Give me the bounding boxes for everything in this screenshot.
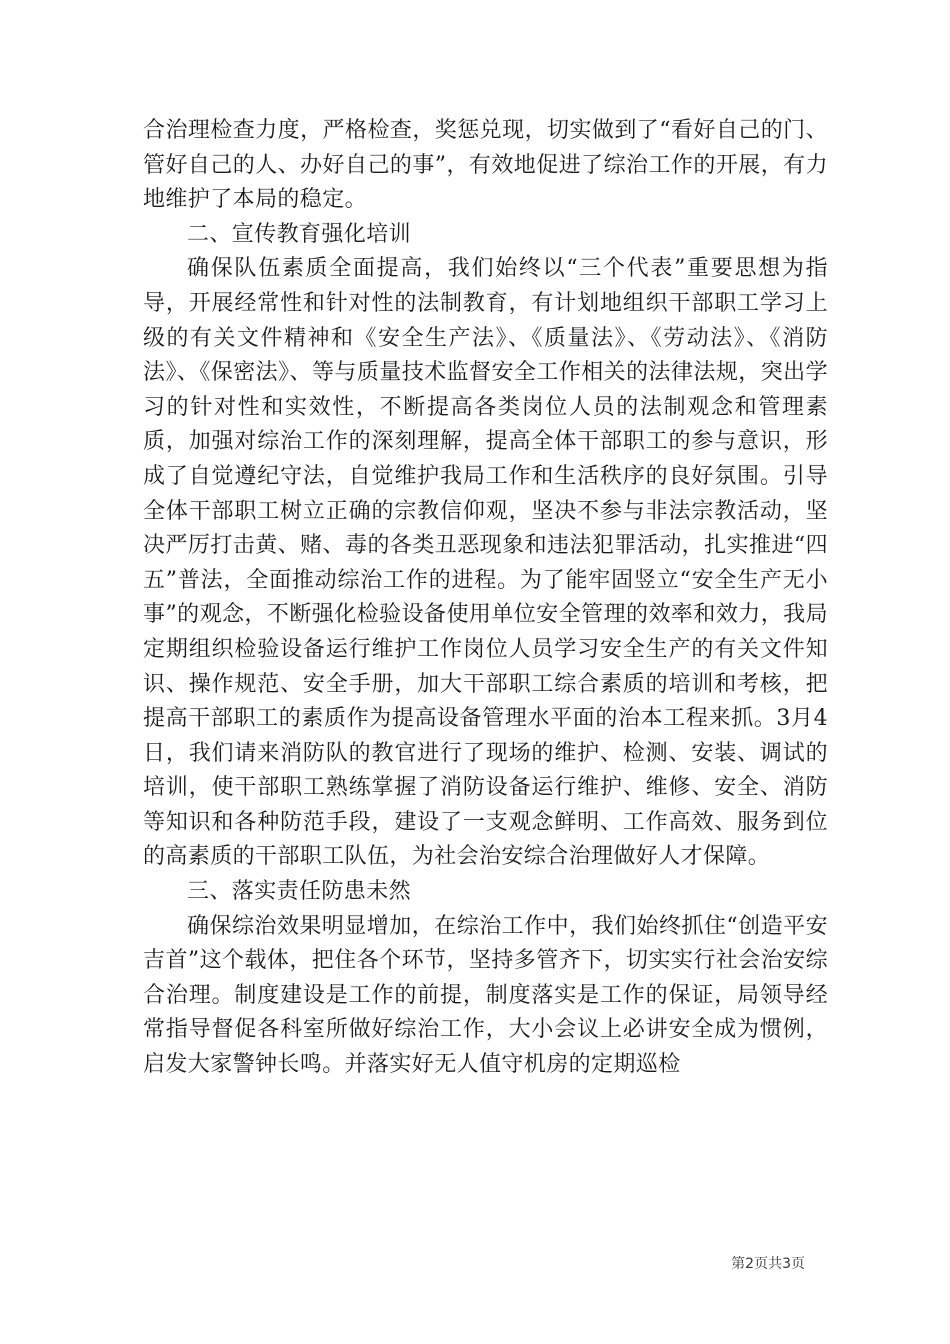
paragraph-section-3: 确保综治效果明显增加，在综治工作中，我们始终抓住“创造平安吉首”这个载体，把住各个环节，坚持多管齐下，切实实行社会治安综合治理。制度建设是工作的前提，制度落实是工作的保证，局领导经常指导督促各科室所做好综治工作，大小会议上必讲安全成为惯例，启发大家警钟长鸣。并落实好无人值守机房的定期巡检	[143, 913, 828, 1078]
paragraph-continuation: 合治理检查力度，严格检查，奖惩兑现，切实做到了“看好自己的门、管好自己的人、办好自己的事”，有效地促进了综治工作的开展，有力地维护了本局的稳定。	[143, 118, 828, 213]
paragraph-section-2: 确保队伍素质全面提高，我们始终以“三个代表”重要思想为指导，开展经常性和针对性的法制教育，有计划地组织干部职工学习上级的有关文件精神和《安全生产法》、《质量法》、《劳动法》、《消防法》、《保密法》、等与质量技术监督安全工作相关的法律法规，突出学习的针对性和实效性，不断提高各类岗位人员的法制观念和管理素质，加强对综治工作的深刻理解，提高全体干部职工的参与意识，形成了自觉遵纪守法，自觉维护我局工作和生活秩序的良好氛围。引导全体干部职工树立正确的宗教信仰观，坚决不参与非法宗教活动，坚决严厉打击黄、赌、毒的各类丑恶现象和违法犯罪活动，扎实推进“四五”普法，全面推动综治工作的进程。为了能牢固竖立“安全生产无小事”的观念，不断强化检验设备使用单位安全管理的效率和效力，我局定期组织检验设备运行维护工作岗位人员学习安全生产的有关文件知识、操作规范、安全手册，加大干部职工综合素质的培训和考核，把提高干部职工的素质作为提高设备管理水平面的治本工程来抓。3月4日，我们请来消防队的教官进行了现场的维护、检测、安装、调试的培训，使干部职工熟练掌握了消防设备运行维护、维修、安全、消防等知识和各种防范手段，建设了一支观念鲜明、工作高效、服务到位的高素质的干部职工队伍，为社会治安综合治理做好人才保障。	[143, 256, 828, 870]
section-heading-2: 二、宣传教育强化培训	[187, 221, 412, 247]
document-body	[143, 114, 828, 1083]
section-heading-3: 三、落实责任防患未然	[187, 879, 412, 905]
page-number-footer: 第2页共3页	[731, 1256, 805, 1272]
